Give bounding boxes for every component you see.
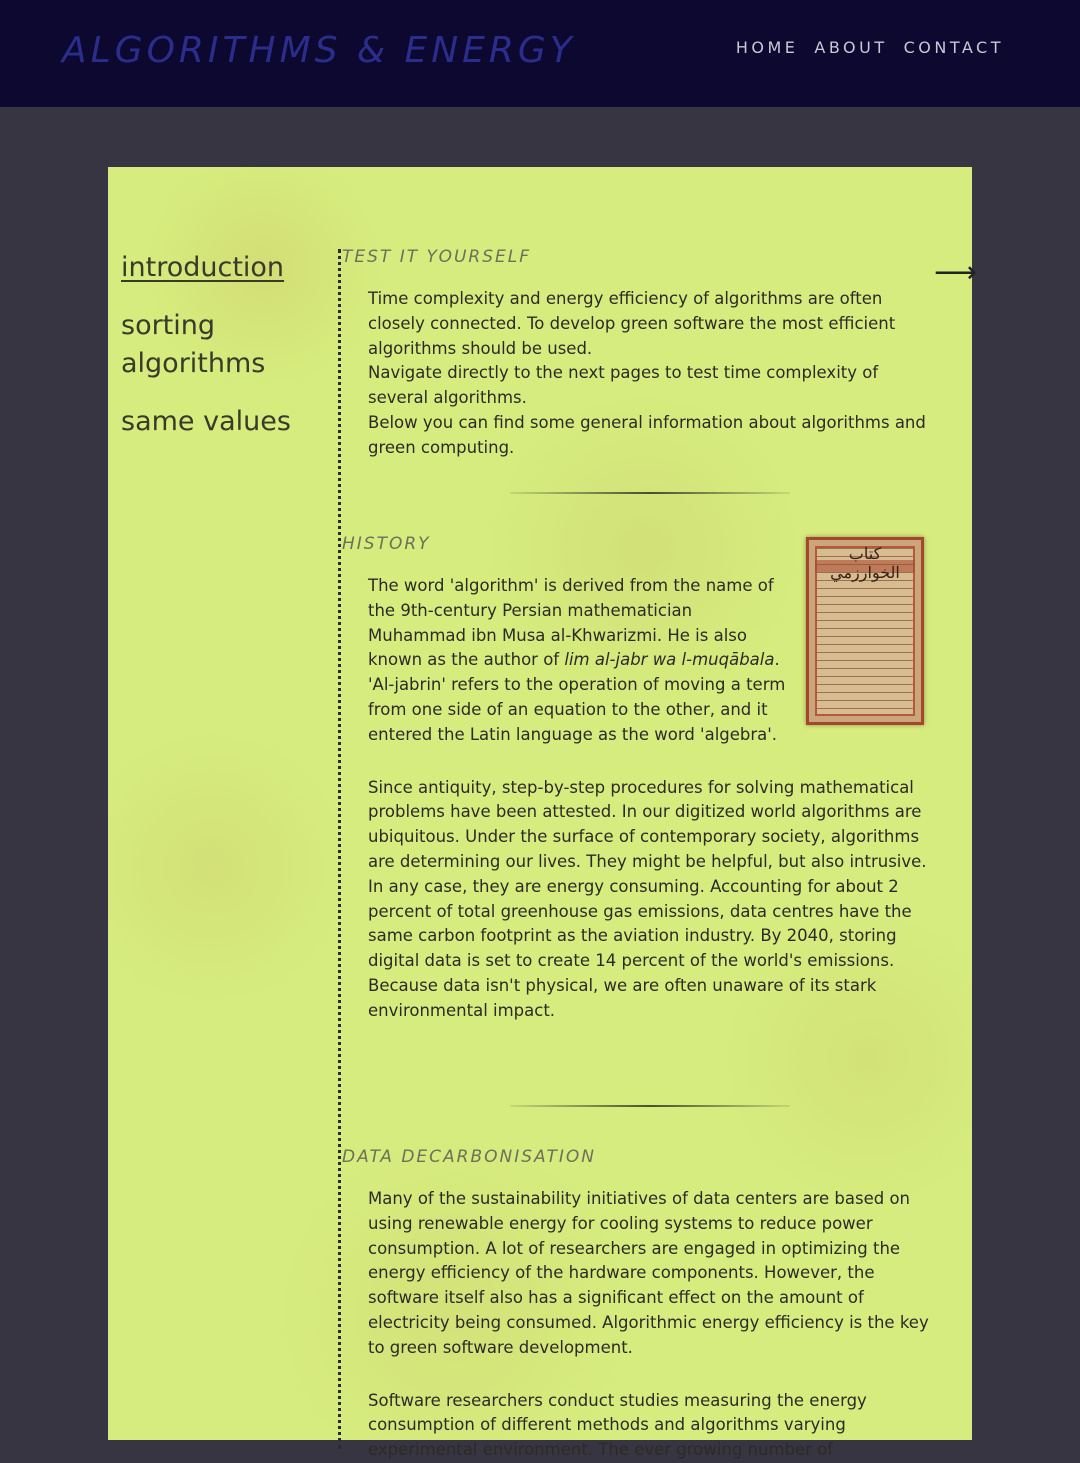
section-separator bbox=[510, 492, 790, 494]
section-paragraph: Many of the sustainability initiatives of data centers are based on using renewable energy for cooling systems to reduce power consumption. A lot of researchers are engaged in optimizing the energy efficiency of the hardware components. However, the software itself also has a significant effect on the amount of electricity being consumed. Algorithmic energy efficiency is the key to green software development. bbox=[368, 1189, 929, 1357]
section-separator bbox=[510, 1105, 790, 1107]
section-paragraph: The word 'algorithm' is derived from the name of the 9th-century Persian mathematician Muhammad ibn Musa al-Khwarizmi. He is also known as the author of lim al-jabr wa l-muqābala. 'Al-jabrin' refers to the operation of moving a term from one side of an equation to the other, and it entered the Latin language as the word 'algebra'. bbox=[368, 576, 786, 744]
main-nav bbox=[736, 38, 1004, 57]
right-arrow-icon[interactable]: ⟶ bbox=[934, 255, 978, 290]
section-paragraph: Time complexity and energy efficiency of algorithms are often closely connected. To develop green software the most efficient algorithms should be used. Navigate directly to the next pages to test time complexity of several algorithms. Below you can find some general information about algorithms and green computing. bbox=[368, 289, 926, 457]
sidebar bbox=[121, 249, 311, 461]
content-card bbox=[108, 167, 978, 1460]
manuscript-image bbox=[806, 537, 924, 725]
manuscript-script: كتاب الخوارزمي bbox=[830, 544, 900, 582]
nav-about[interactable]: ABOUT bbox=[814, 38, 888, 57]
section-title: TEST IT YOURSELF bbox=[342, 247, 532, 267]
section-data-decarbonisation bbox=[342, 1147, 942, 1463]
nav-contact[interactable]: CONTACT bbox=[903, 38, 1004, 57]
nav-home[interactable]: HOME bbox=[735, 38, 799, 57]
book-title: lim al-jabr wa l-muqābala bbox=[564, 650, 775, 670]
site-header bbox=[0, 0, 1080, 107]
section-paragraph: Software researchers conduct studies measuring the energy consumption of different methods and algorithms varying experimental environment. The ever growing number of bbox=[368, 1390, 867, 1460]
section-title: HISTORY bbox=[342, 534, 431, 554]
sidebar-item-sorting-algorithms[interactable]: sorting algorithms bbox=[121, 310, 266, 379]
dotted-divider bbox=[338, 249, 341, 1449]
sidebar-item-same-values[interactable]: same values bbox=[121, 406, 291, 437]
site-logo[interactable]: ALGORITHMS & ENERGY bbox=[62, 30, 576, 71]
section-paragraph: Since antiquity, step-by-step procedures for solving mathematical problems have been attested. In our digitized world algorithms are ubiquitous. Under the surface of contemporary society, algorithms are determining our lives. They might be helpful, but also intrusive. In any case, they are energy consuming. Accounting for about 2 percent of total greenhouse gas emissions, data centres have the same carbon footprint as the aviation industry. By 2040, storing digital data is set to create 14 percent of the world's emissions. Because data isn't physical, we are often unaware of its stark environmental impact. bbox=[368, 777, 927, 1020]
sidebar-item-introduction[interactable]: introduction bbox=[121, 252, 285, 283]
section-title: DATA DECARBONISATION bbox=[342, 1147, 596, 1167]
section-test-it-yourself bbox=[342, 247, 942, 461]
